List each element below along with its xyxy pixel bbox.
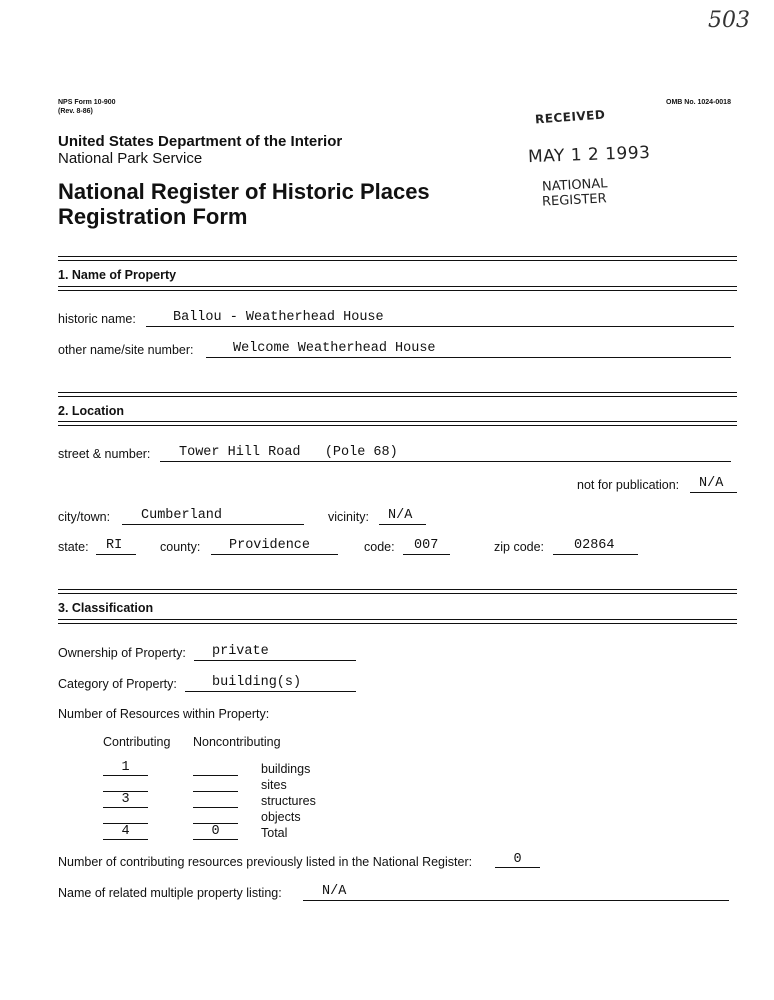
form-rev: (Rev. 8-86) — [58, 108, 93, 115]
related-listing-value: N/A — [322, 884, 347, 899]
noncontributing-header: Noncontributing — [193, 735, 281, 749]
section-divider — [58, 392, 737, 397]
section-2-heading: 2. Location — [58, 404, 124, 418]
state-value: RI — [106, 538, 123, 553]
related-listing-label: Name of related multiple property listing: — [58, 886, 282, 900]
related-listing-field[interactable] — [303, 884, 729, 901]
contributing-structures-field[interactable] — [103, 793, 148, 808]
resource-label-sites: sites — [261, 778, 287, 792]
contributing-objects-field[interactable] — [103, 809, 148, 824]
city-value: Cumberland — [141, 508, 223, 523]
contributing-structures-value: 3 — [121, 792, 130, 807]
street-value: Tower Hill Road (Pole 68) — [179, 445, 398, 460]
county-field[interactable] — [211, 538, 338, 555]
form-id: NPS Form 10-900 — [58, 99, 116, 106]
page-annotation: 503 — [708, 8, 750, 33]
contributing-sites-field[interactable] — [103, 777, 148, 792]
contributing-header: Contributing — [103, 735, 171, 749]
zip-field[interactable] — [553, 538, 638, 555]
vicinity-field[interactable] — [379, 508, 426, 525]
contributing-buildings-value: 1 — [121, 760, 130, 775]
previously-listed-value: 0 — [513, 852, 522, 867]
section-3-heading: 3. Classification — [58, 601, 154, 615]
code-field[interactable] — [403, 538, 450, 555]
street-label: street & number: — [58, 447, 151, 461]
contributing-total-value: 4 — [121, 824, 130, 839]
resource-label-total: Total — [261, 826, 288, 840]
category-field[interactable] — [185, 675, 356, 692]
received-stamp: RECEIVED — [534, 107, 606, 127]
noncontributing-sites-field[interactable] — [193, 777, 238, 792]
department-name: United States Department of the Interior — [58, 133, 343, 150]
code-label: code: — [364, 540, 395, 554]
resource-label-buildings: buildings — [261, 762, 311, 776]
ownership-label: Ownership of Property: — [58, 646, 186, 660]
historic-name-label: historic name: — [58, 312, 136, 326]
section-divider — [58, 619, 737, 624]
street-field[interactable] — [160, 445, 731, 462]
code-value: 007 — [414, 538, 439, 553]
not-for-publication-value: N/A — [699, 476, 724, 491]
category-value: building(s) — [212, 675, 302, 690]
noncontributing-total-value: 0 — [211, 824, 220, 839]
vicinity-label: vicinity: — [328, 510, 369, 524]
section-divider — [58, 286, 737, 291]
other-name-value: Welcome Weatherhead House — [233, 341, 436, 356]
form-title-line2: Registration Form — [58, 204, 248, 229]
section-divider — [58, 421, 737, 426]
county-value: Providence — [229, 538, 311, 553]
resources-label: Number of Resources within Property: — [58, 707, 270, 721]
county-label: county: — [160, 540, 201, 554]
vicinity-value: N/A — [388, 508, 413, 523]
noncontributing-structures-field[interactable] — [193, 793, 238, 808]
noncontributing-buildings-field[interactable] — [193, 761, 238, 776]
omb-number: OMB No. 1024-0018 — [666, 99, 731, 106]
historic-name-value: Ballou - Weatherhead House — [173, 310, 384, 325]
form-title — [58, 179, 430, 229]
historic-name-field[interactable] — [146, 310, 734, 327]
not-for-publication-field[interactable] — [690, 476, 737, 493]
form-title-line1: National Register of Historic Places — [58, 179, 430, 204]
resource-label-objects: objects — [261, 810, 301, 824]
zip-value: 02864 — [574, 538, 615, 553]
section-divider — [58, 589, 737, 594]
contributing-buildings-field[interactable] — [103, 761, 148, 776]
other-name-label: other name/site number: — [58, 343, 194, 357]
state-field[interactable] — [96, 538, 136, 555]
city-label: city/town: — [58, 510, 111, 524]
service-name: National Park Service — [58, 150, 203, 167]
city-field[interactable] — [122, 508, 304, 525]
ownership-field[interactable] — [194, 644, 356, 661]
state-label: state: — [58, 540, 89, 554]
resource-label-structures: structures — [261, 794, 316, 808]
category-label: Category of Property: — [58, 677, 177, 691]
stamp-national: NATIONAL — [541, 176, 608, 195]
section-divider — [58, 256, 737, 261]
other-name-field[interactable] — [206, 341, 731, 358]
stamp-register: REGISTER — [541, 191, 607, 210]
noncontributing-objects-field[interactable] — [193, 809, 238, 824]
previously-listed-label: Number of contributing resources previously listed in the National Register: — [58, 855, 473, 869]
noncontributing-total-field[interactable] — [193, 825, 238, 840]
contributing-total-field[interactable] — [103, 825, 148, 840]
section-1-heading: 1. Name of Property — [58, 268, 177, 282]
ownership-value: private — [212, 644, 269, 659]
not-for-publication-label: not for publication: — [577, 478, 680, 492]
previously-listed-field[interactable] — [495, 853, 540, 868]
zip-label: zip code: — [494, 540, 545, 554]
received-date: MAY 1 2 1993 — [527, 142, 651, 168]
